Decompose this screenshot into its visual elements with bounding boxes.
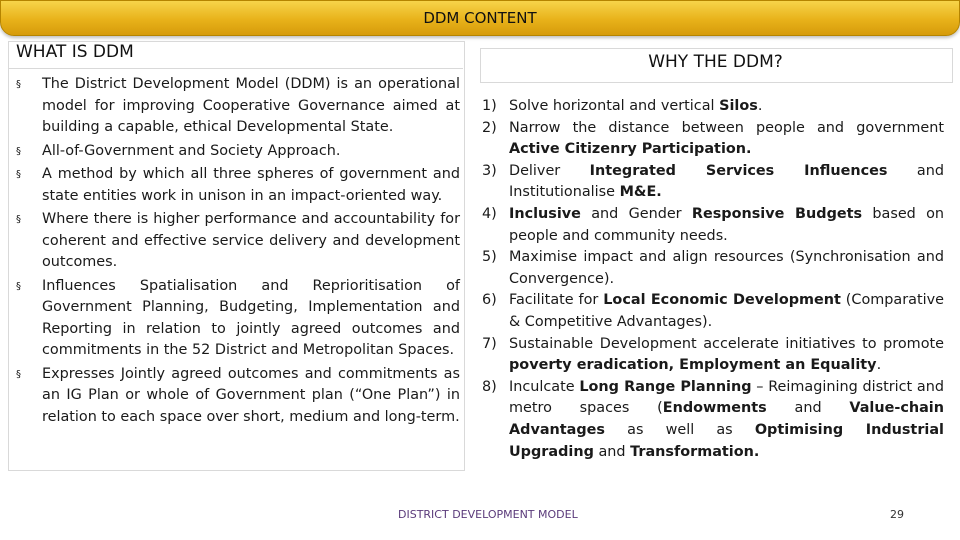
bullet-marker-icon: § [16,280,21,292]
reason-text: . [876,357,882,374]
reason-text: . [757,98,763,114]
reason-number: 8) [482,378,497,395]
reason-item [478,118,944,161]
reason-item [478,290,944,333]
footer-label: DISTRICT DEVELOPMENT MODEL [398,508,578,521]
reason-item [478,204,944,247]
reason-emphasis: Transformation. [630,443,760,460]
reason-emphasis: Long Range Planning [579,378,752,395]
bullet-text: The District Development Model (DDM) is an operational model for improving Cooperative Governance aimed at building a capable, ethical Developmental State. [42,76,460,135]
reason-text: Deliver [509,162,590,179]
why-ddm-list [478,96,944,463]
reason-text: and Gender [580,205,692,222]
reason-text: – Reimagining district and metro spaces ( [509,378,945,417]
reason-emphasis: Active Citizenry Participation. [509,141,752,158]
reason-number: 2) [482,119,497,136]
reason-emphasis: poverty eradication, Employment an Equality [509,357,877,374]
reason-emphasis: Optimising Industrial Upgrading [509,421,944,460]
page-number: 29 [890,508,904,521]
reason-number: 3) [482,162,497,179]
bullet-marker-icon: § [16,169,21,180]
reason-item [478,247,944,290]
reason-text: and [766,400,850,417]
reason-number: 6) [482,292,497,309]
bullet-text: All-of-Government and Society Approach. [42,142,341,159]
reason-text: Narrow the distance between people and government [509,119,944,136]
reason-text: Facilitate for [509,292,604,309]
reason-text: based on people and community needs. [509,205,945,244]
slide-title: DDM CONTENT [423,9,537,27]
reason-emphasis: Responsive Budgets [691,205,863,222]
list-item [16,364,460,429]
reason-emphasis: Integrated Services Influences [589,162,888,179]
what-is-ddm-list [16,74,460,430]
list-item [16,209,460,274]
reason-text: as well as [605,421,755,438]
reason-item [478,96,944,118]
reason-text: Solve horizontal and vertical [509,98,720,114]
heading-divider [8,68,463,69]
reason-text: and [593,443,631,460]
bullet-marker-icon: § [16,214,21,225]
list-item [16,74,460,139]
bullet-text: Influences Spatialisation and Reprioritisation of Government Planning, Budgeting, Implementation and Reporting in relation to jointly agreed outcomes and commitments in the 52 District and Metropolitan Spaces. [42,277,460,358]
reason-emphasis: M&E. [619,184,662,201]
bullet-text: Expresses Jointly agreed outcomes and commitments as an IG Plan or whole of Government plan (“One Plan”) in relation to each space over short, medium and long-term. [42,365,460,425]
bullet-marker-icon: § [16,79,21,90]
bullet-text: A method by which all three spheres of government and state entities work in unison in an impact-oriented way. [42,166,460,204]
reason-emphasis: Endowments [662,400,767,417]
bullet-marker-icon: § [16,368,21,380]
reason-item [478,161,944,204]
reason-emphasis: Local Economic Development [603,292,841,309]
reason-text: (Comparative & Competitive Advantages). [509,292,944,330]
list-item [16,164,460,207]
reason-emphasis: Value-chain Advantages [509,400,944,438]
bullet-marker-icon: § [16,145,21,157]
bullet-text: Where there is higher performance and accountability for coherent and effective service delivery and development outcomes. [42,211,460,270]
list-item [16,276,460,362]
reason-number: 5) [482,249,497,266]
reason-emphasis: Silos [719,98,758,114]
list-item [16,141,460,163]
reason-text: and Institutionalise [509,162,944,201]
reason-emphasis: Inclusive [509,205,581,222]
reason-text: Inculcate [509,378,580,395]
reason-text: Sustainable Development accelerate initiatives to promote [509,335,944,352]
reason-item [478,334,944,377]
why-ddm-heading: WHY THE DDM? [648,52,783,72]
reason-number: 7) [482,335,497,352]
reason-number: 4) [482,205,497,222]
slide-title-banner [0,0,960,36]
reason-text: Maximise impact and align resources (Synchronisation and Convergence). [509,249,944,287]
reason-number: 1) [482,98,497,114]
reason-item [478,377,944,463]
what-is-ddm-heading: WHAT IS DDM [16,42,134,62]
